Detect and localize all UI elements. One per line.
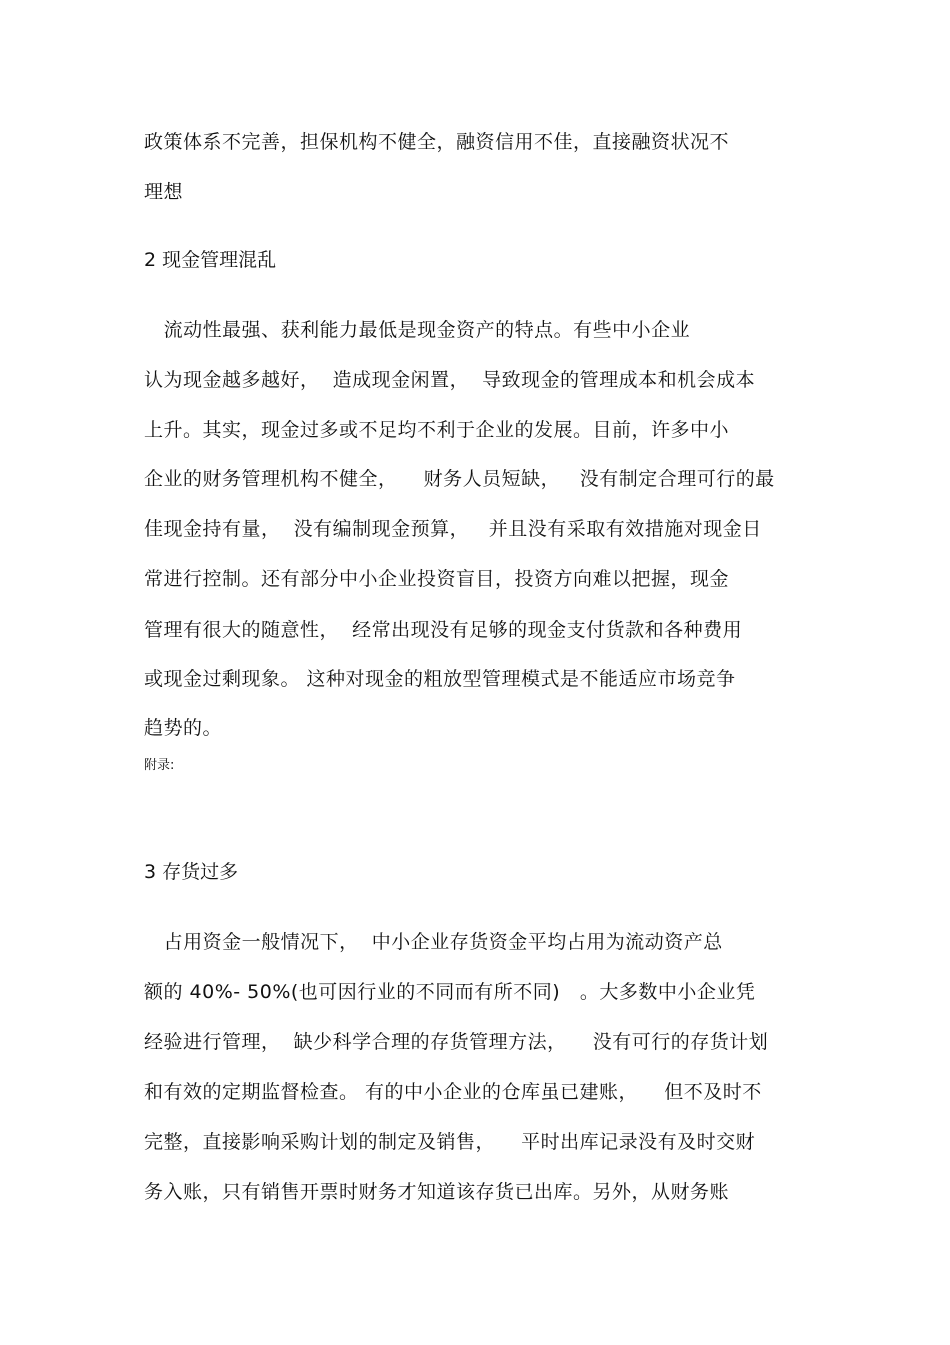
section2-line-2: 认为现金越多越好， 造成现金闲置， 导致现金的管理成本和机会成本 [144, 369, 756, 391]
section2-line-7: 管理有很大的随意性， 经常出现没有足够的现金支付货款和各种费用 [144, 619, 743, 641]
section3-line-3: 经验进行管理， 缺少科学合理的存货管理方法， 没有可行的存货计划 [144, 1031, 769, 1053]
section2-line-1: 流动性最强、获利能力最低是现金资产的特点。有些中小企业 [144, 319, 691, 341]
intro-line-2: 理想 [144, 181, 184, 203]
section2-heading: 2 现金管理混乱 [144, 249, 277, 271]
appendix-label: 附录: [144, 758, 175, 773]
section2-line-8: 或现金过剩现象。 这种对现金的粗放型管理模式是不能适应市场竞争 [144, 668, 736, 690]
section2-line-5: 佳现金持有量， 没有编制现金预算， 并且没有采取有效措施对现金日 [144, 518, 762, 540]
section3-line-2: 额的 40%- 50%(也可因行业的不同而有所不同) 。大多数中小企业凭 [144, 981, 756, 1003]
section2-line-9: 趋势的。 [144, 717, 223, 739]
section2-line-6: 常进行控制。还有部分中小企业投资盲目，投资方向难以把握，现金 [144, 568, 730, 590]
section2-line-4: 企业的财务管理机构不健全， 财务人员短缺， 没有制定合理可行的最 [144, 468, 775, 490]
section3-line-6: 务入账，只有销售开票时财务才知道该存货已出库。另外，从财务账 [144, 1181, 730, 1203]
intro-line-1: 政策体系不完善，担保机构不健全，融资信用不佳，直接融资状况不 [144, 131, 730, 153]
section3-line-5: 完整，直接影响采购计划的制定及销售， 平时出库记录没有及时交财 [144, 1131, 756, 1153]
section3-line-1: 占用资金一般情况下， 中小企业存货资金平均占用为流动资产总 [144, 931, 723, 953]
section2-line-3: 上升。其实，现金过多或不足均不利于企业的发展。目前，许多中小 [144, 419, 730, 441]
section3-line-4: 和有效的定期监督检查。 有的中小企业的仓库虽已建账， 但不及时不 [144, 1081, 762, 1103]
section3-heading: 3 存货过多 [144, 861, 239, 883]
